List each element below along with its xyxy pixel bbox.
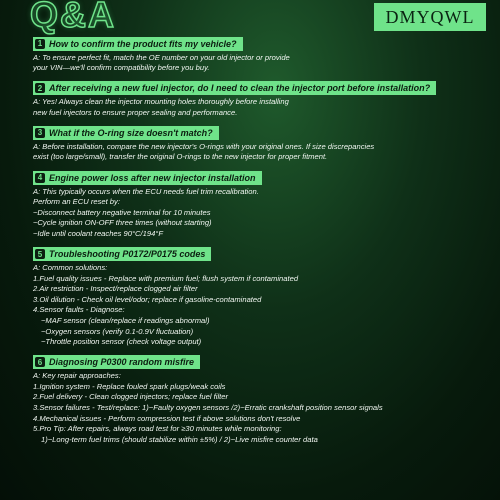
answer-line: 3.Oil dilution - Check oil level/odor; replace if gasoline-contaminated — [33, 294, 262, 304]
question-text: Troubleshooting P0172/P0175 codes — [49, 249, 206, 260]
answer-line: ~MAF sensor (clean/replace if readings abnormal) — [41, 316, 210, 325]
question-text: How to confirm the product fits my vehicle? — [49, 38, 237, 49]
answer-line: 5.Pro Tip: After repairs, always road test for ≥30 minutes while monitoring: — [33, 424, 282, 434]
number-badge-icon: 5 — [35, 249, 45, 259]
answer-line: 1.Fuel quality issues - Replace with premium fuel; flush system if contaminated — [33, 273, 299, 283]
answer-line: 2.Air restriction - Inspect/replace clogged air filter — [33, 284, 198, 294]
question-text: What if the O-ring size doesn't match? — [49, 127, 213, 138]
question-text: Diagnosing P0300 random misfire — [49, 357, 195, 368]
answer-line: A: To ensure perfect fit, match the OE number on your old injector or provide — [33, 52, 290, 62]
number-badge-icon: 4 — [35, 173, 45, 183]
question-text: Engine power loss after new injector installation — [49, 172, 256, 183]
answer-line: A: This typically occurs when the ECU needs fuel trim recalibration. — [33, 186, 259, 196]
number-badge-icon: 6 — [35, 357, 45, 367]
number-badge-icon: 1 — [35, 39, 45, 49]
qa-list — [33, 33, 493, 445]
answer-line: A: Yes! Always clean the injector mounting holes thoroughly before installing — [33, 97, 289, 107]
answer-line: new fuel injectors to ensure proper sealing and performance. — [33, 107, 238, 117]
question-header-4 — [33, 171, 262, 185]
question-text: After receiving a new fuel injector, do I need to clean the injector port before installation? — [49, 83, 431, 94]
answer-line: 4.Mechanical issues - Perform compression test if above solutions don't resolve — [33, 413, 301, 423]
qa-section-1 — [33, 33, 493, 74]
answer-line: 2.Fuel delivery - Clean clogged injectors; replace fuel filter — [33, 392, 229, 402]
qa-section-3 — [33, 122, 493, 163]
page-title: Q&A — [30, 0, 116, 35]
qa-section-6 — [33, 352, 493, 446]
question-header-2 — [33, 81, 436, 95]
answer-line: ~Throttle position sensor (check voltage output) — [41, 337, 202, 347]
question-header-6 — [33, 355, 200, 369]
answer-line: A: Common solutions: — [33, 263, 108, 273]
question-header-3 — [33, 126, 219, 140]
qa-section-5 — [33, 244, 493, 348]
answer-line: 1)~Long-term fuel trims (should stabilize within ±5%) / 2)~Live misfire counter data — [41, 434, 318, 444]
answer-line: ~Cycle ignition ON-OFF three times (without starting) — [33, 218, 212, 228]
number-badge-icon: 3 — [35, 128, 45, 138]
answer-line: Perform an ECU reset by: — [33, 197, 120, 207]
answer-line: your VIN—we'll confirm compatibility before you buy. — [33, 63, 210, 73]
answer-line: exist (too large/small), transfer the original O-rings to the new injector for proper fitment. — [33, 152, 328, 162]
answer-line: 3.Sensor failures - Test/replace: 1)~Faulty oxygen sensors /2)~Erratic crankshaft position sensor signals — [33, 403, 383, 413]
answer-line: 1.Ignition system - Replace fouled spark plugs/weak coils — [33, 381, 226, 391]
answer-line: ~Disconnect battery negative terminal for 10 minutes — [33, 207, 211, 217]
answer-line: A: Before installation, compare the new injector's O-rings with your original ones. If size discrepancies — [33, 141, 375, 151]
brand-logo: DMYQWL — [374, 3, 486, 31]
question-header-1 — [33, 37, 243, 51]
answer-line: ~Idle until coolant reaches 90°C/194°F — [33, 228, 163, 238]
qa-section-2 — [33, 78, 493, 119]
qa-section-4 — [33, 167, 493, 239]
answer-line: A: Key repair approaches: — [33, 371, 121, 381]
number-badge-icon: 2 — [35, 83, 45, 93]
answer-line: 4.Sensor faults - Diagnose: — [33, 305, 125, 315]
question-header-5 — [33, 247, 211, 261]
answer-line: ~Oxygen sensors (verify 0.1-0.9V fluctuation) — [41, 326, 194, 336]
